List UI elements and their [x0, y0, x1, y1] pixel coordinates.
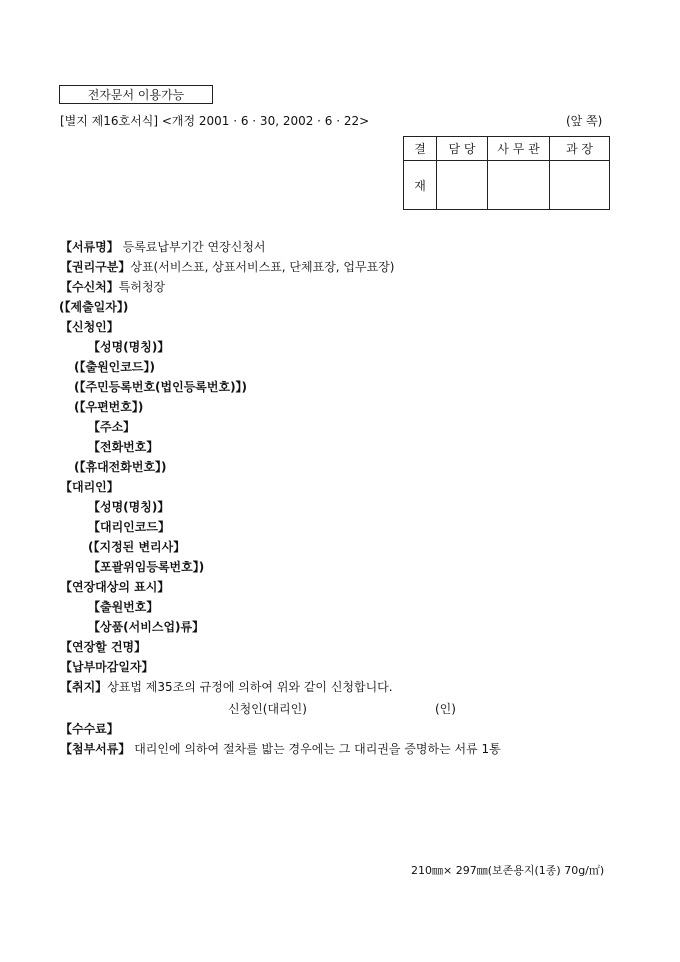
field-applicant-name: 【성명(명칭)】 [88, 340, 170, 354]
field-agent: 【대리인】 [60, 480, 119, 494]
field-recipient: 【수신처】특허청장 [60, 280, 166, 294]
field-applicant-resident-no: (【주민등록번호(법인등록번호)】) [74, 380, 248, 394]
field-goods-class: 【상품(서비스업)류】 [88, 620, 205, 634]
form-header: [별지 제16호서식] <개정 2001 · 6 · 30, 2002 · 6 · 22> [60, 114, 370, 128]
approval-table [403, 136, 610, 210]
approval-label-bottom: 재 [404, 161, 437, 210]
field-agent-designated: (【지정된 변리사】 [88, 540, 186, 554]
field-applicant-postcode: (【우편번호】) [74, 400, 144, 414]
electronic-doc-stamp: 전자문서 이용가능 [59, 85, 213, 104]
approval-col-chief: 과 장 [550, 137, 610, 161]
field-applicant-phone: 【전화번호】 [88, 440, 159, 454]
field-agent-name: 【성명(명칭)】 [88, 500, 170, 514]
field-app-number: 【출원번호】 [88, 600, 159, 614]
field-extension-target: 【연장대상의 표시】 [60, 580, 170, 594]
field-doc-name: 【서류명】 등록료납부기간 연장신청서 [60, 240, 266, 254]
approval-sign-chief[interactable] [550, 161, 610, 210]
field-submit-date: (【제출일자】) [59, 300, 129, 314]
field-attachments: 【첨부서류】 대리인에 의하여 절차를 밟는 경우에는 그 대리권을 증명하는 서류 1통 [60, 742, 501, 756]
approval-col-staff: 담 당 [437, 137, 488, 161]
signature-seal: (인) [435, 702, 456, 716]
approval-label-top: 결 [404, 137, 437, 161]
paper-spec-footer: 210㎜× 297㎜(보존용지(1종) 70g/㎡) [411, 864, 605, 877]
field-applicant-mobile: (【휴대전화번호】) [74, 460, 167, 474]
field-agent-blanket: 【포괄위임등록번호】) [88, 560, 205, 574]
field-applicant: 【신청인】 [60, 320, 119, 334]
field-applicant-code: (【출원인코드】) [74, 360, 155, 374]
page-side-label: (앞 쪽) [566, 114, 603, 128]
field-extension-count: 【연장할 건명】 [60, 640, 147, 654]
approval-sign-staff[interactable] [437, 161, 488, 210]
approval-sign-officer[interactable] [488, 161, 550, 210]
field-right-type: 【권리구분】상표(서비스표, 상표서비스표, 단체표장, 업무표장) [60, 260, 395, 274]
signature-label: 신청인(대리인) [228, 702, 307, 716]
field-fee: 【수수료】 [60, 722, 119, 736]
approval-col-officer: 사 무 관 [488, 137, 550, 161]
field-payment-deadline: 【납부마감일자】 [60, 660, 154, 674]
field-applicant-address: 【주소】 [88, 420, 136, 434]
field-agent-code: 【대리인코드】 [88, 520, 170, 534]
field-purpose: 【취지】상표법 제35조의 규정에 의하여 위와 같이 신청합니다. [60, 680, 393, 694]
